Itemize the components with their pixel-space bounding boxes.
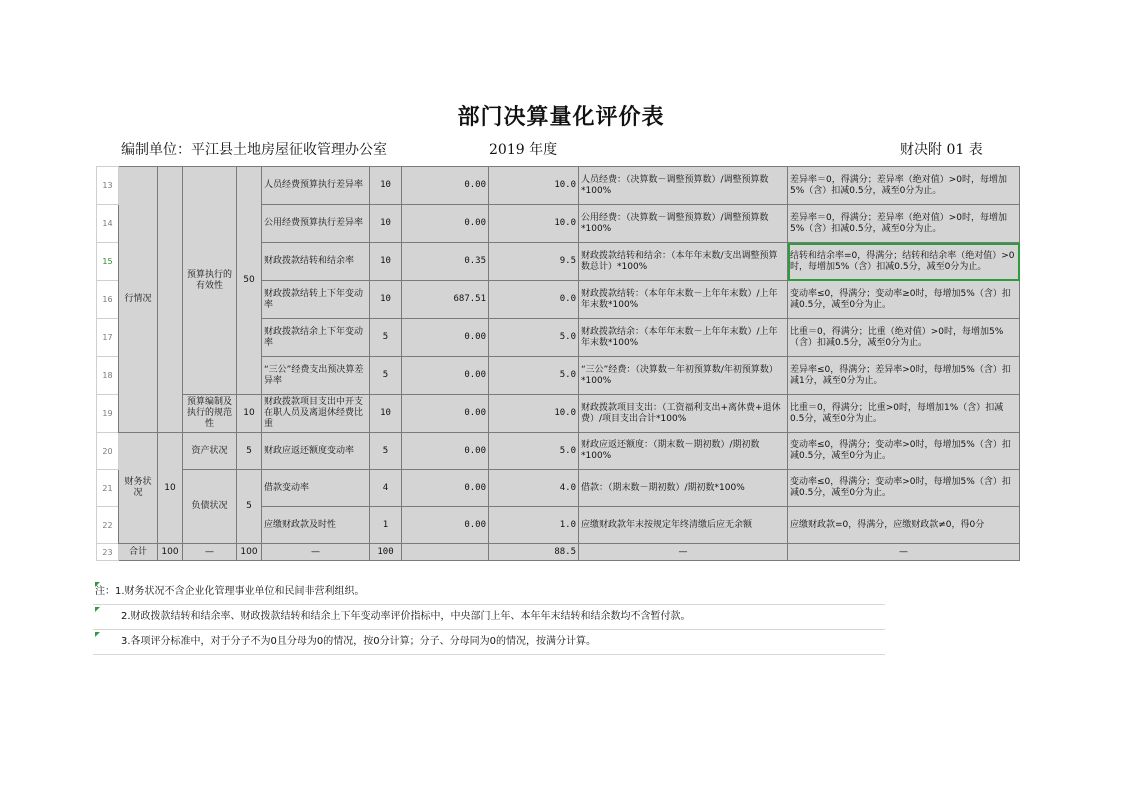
total-category-score[interactable]: 100 <box>158 544 183 561</box>
formula-cell[interactable]: 人员经费：（决算数－调整预算数）/调整预算数*100% <box>579 167 788 205</box>
formula-cell[interactable]: 财政拨款结转：（本年年末数－上年年末数）/上年年末数*100% <box>579 281 788 319</box>
rule-cell[interactable]: 变动率≤0，得满分；变动率>0时，每增加5%（含）扣减0.5分，减至0分为止。 <box>788 470 1020 507</box>
weight-cell[interactable]: 5 <box>370 357 402 395</box>
row-number[interactable]: 17 <box>97 319 119 357</box>
weight-cell[interactable]: 10 <box>370 205 402 243</box>
rule-cell[interactable]: 比重＝0，得满分；比重>0时，每增加1%（含）扣减0.5分，减至0分为止。 <box>788 395 1020 433</box>
formula-cell[interactable]: 借款：（期末数－期初数）/期初数*100% <box>579 470 788 507</box>
score-cell[interactable]: 10.0 <box>489 167 579 205</box>
value-cell[interactable]: 687.51 <box>402 281 489 319</box>
rule-cell[interactable]: 差异率≤0，得满分；差异率>0时，每增加5%（含）扣减1分，减至0分为止。 <box>788 357 1020 395</box>
group-debt-score[interactable]: 5 <box>237 470 262 544</box>
total-label[interactable]: 合计 <box>119 544 158 561</box>
row-number[interactable]: 20 <box>97 433 119 470</box>
weight-cell[interactable]: 10 <box>370 167 402 205</box>
score-cell[interactable]: 0.0 <box>489 281 579 319</box>
weight-cell[interactable]: 5 <box>370 319 402 357</box>
group-asset-status[interactable]: 资产状况 <box>183 433 237 470</box>
row-number[interactable]: 19 <box>97 395 119 433</box>
rule-cell[interactable]: 差异率＝0，得满分；差异率（绝对值）>0时，每增加5%（含）扣减0.5分，减至0分为止。 <box>788 167 1020 205</box>
formula-cell[interactable]: 公用经费：（决算数－调整预算数）/调整预算数*100% <box>579 205 788 243</box>
indicator-cell[interactable]: 公用经费预算执行差异率 <box>262 205 370 243</box>
score-cell[interactable]: 10.0 <box>489 205 579 243</box>
compiling-unit: 编制单位：平江县土地房屋征收管理办公室 <box>121 142 387 158</box>
value-cell[interactable]: 0.00 <box>402 395 489 433</box>
total-value[interactable] <box>402 544 489 561</box>
fiscal-year: 2019 年度 <box>489 142 558 158</box>
weight-cell[interactable]: 5 <box>370 433 402 470</box>
row-number[interactable]: 14 <box>97 205 119 243</box>
group-financial-status[interactable]: 财务状况 <box>119 433 158 544</box>
score-cell[interactable]: 10.0 <box>489 395 579 433</box>
row-number[interactable]: 15 <box>97 243 119 281</box>
formula-cell[interactable]: 财政拨款项目支出：（工资福利支出+离休费+退休费）/项目支出合计*100% <box>579 395 788 433</box>
weight-cell[interactable]: 10 <box>370 395 402 433</box>
rule-cell[interactable]: 变动率≤0，得满分；变动率≥0时，每增加5%（含）扣减0.5分，减至0分为止。 <box>788 281 1020 319</box>
formula-cell[interactable]: 财政应返还额度：（期末数－期初数）/期初数*100% <box>579 433 788 470</box>
notes-section <box>93 580 885 655</box>
total-score[interactable]: 88.5 <box>489 544 579 561</box>
table-row <box>97 167 1020 205</box>
group-budget-compliance[interactable]: 预算编制及执行的规范性 <box>183 395 237 433</box>
total-row <box>97 544 1020 561</box>
indicator-cell[interactable]: 借款变动率 <box>262 470 370 507</box>
total-weight[interactable]: 100 <box>370 544 402 561</box>
indicator-cell[interactable]: 财政拨款结转上下年变动率 <box>262 281 370 319</box>
rule-cell-selected[interactable]: 结转和结余率=0，得满分；结转和结余率（绝对值）>0时，每增加5%（含）扣减0.5分，减至0分为止。 <box>788 243 1020 281</box>
total-group-score[interactable]: 100 <box>237 544 262 561</box>
rule-cell[interactable]: 应缴财政款=0，得满分，应缴财政款≠0，得0分 <box>788 507 1020 544</box>
formula-cell[interactable]: 应缴财政款年末按规定年终清缴后应无余额 <box>579 507 788 544</box>
row-number[interactable]: 23 <box>97 544 119 561</box>
score-cell[interactable]: 5.0 <box>489 319 579 357</box>
value-cell[interactable]: 0.00 <box>402 470 489 507</box>
indicator-cell[interactable]: 人员经费预算执行差异率 <box>262 167 370 205</box>
group-asset-score[interactable]: 5 <box>237 433 262 470</box>
group-financial-score[interactable]: 10 <box>158 433 183 544</box>
score-cell[interactable]: 1.0 <box>489 507 579 544</box>
rule-cell[interactable]: 差异率＝0，得满分；差异率（绝对值）>0时，每增加5%（含）扣减0.5分，减至0分为止。 <box>788 205 1020 243</box>
table-row <box>97 470 1020 507</box>
indicator-cell[interactable]: 财政拨款项目支出中开支在职人员及离退休经费比重 <box>262 395 370 433</box>
row-number[interactable]: 13 <box>97 167 119 205</box>
row-number[interactable]: 18 <box>97 357 119 395</box>
score-cell[interactable]: 4.0 <box>489 470 579 507</box>
value-cell[interactable]: 0.00 <box>402 357 489 395</box>
indicator-cell[interactable]: 应缴财政款及时性 <box>262 507 370 544</box>
formula-cell[interactable]: “三公”经费：（决算数－年初预算数/年初预算数）*100% <box>579 357 788 395</box>
weight-cell[interactable]: 4 <box>370 470 402 507</box>
value-cell[interactable]: 0.00 <box>402 167 489 205</box>
group-compliance-score[interactable]: 10 <box>237 395 262 433</box>
group-debt-status[interactable]: 负债状况 <box>183 470 237 544</box>
formula-cell[interactable]: 财政拨款结余：（本年年末数－上年年末数）/上年年末数*100% <box>579 319 788 357</box>
formula-cell[interactable]: 财政拨款结转和结余：（本年年末数/支出调整预算数总计）*100% <box>579 243 788 281</box>
form-number: 财决附 01 表 <box>900 142 983 158</box>
value-cell[interactable]: 0.35 <box>402 243 489 281</box>
value-cell[interactable]: 0.00 <box>402 319 489 357</box>
score-cell[interactable]: 9.5 <box>489 243 579 281</box>
indicator-cell[interactable]: 财政拨款结转和结余率 <box>262 243 370 281</box>
row-number[interactable]: 21 <box>97 470 119 507</box>
total-dash[interactable]: — <box>579 544 788 561</box>
value-cell[interactable]: 0.00 <box>402 507 489 544</box>
category-score-cell[interactable] <box>158 167 183 433</box>
indicator-cell[interactable]: 财政拨款结余上下年变动率 <box>262 319 370 357</box>
weight-cell[interactable]: 10 <box>370 281 402 319</box>
table-row <box>97 395 1020 433</box>
group-budget-score[interactable]: 50 <box>237 167 262 395</box>
value-cell[interactable]: 0.00 <box>402 205 489 243</box>
score-cell[interactable]: 5.0 <box>489 357 579 395</box>
indicator-cell[interactable]: “三公”经费支出预决算差异率 <box>262 357 370 395</box>
category-cell[interactable]: 行情况 <box>119 167 158 433</box>
rule-cell[interactable]: 比重＝0，得满分；比重（绝对值）>0时，每增加5%（含）扣减0.5分，减至0分为止。 <box>788 319 1020 357</box>
note-2[interactable]: 2.财政拨款结转和结余率、财政拨款结转和结余上下年变动率评价指标中，中央部门上年、本年年末结转和结余数均不含暂付款。 <box>93 605 885 630</box>
total-dash[interactable]: — <box>788 544 1020 561</box>
page-title: 部门决算量化评价表 <box>457 104 665 130</box>
table-row <box>97 433 1020 470</box>
row-number[interactable]: 22 <box>97 507 119 544</box>
note-1[interactable]: 注：1.财务状况不含企业化管理事业单位和民间非营利组织。 <box>93 580 885 605</box>
evaluation-table <box>96 166 1020 561</box>
weight-cell[interactable]: 1 <box>370 507 402 544</box>
value-cell[interactable]: 0.00 <box>402 433 489 470</box>
row-number[interactable]: 16 <box>97 281 119 319</box>
weight-cell[interactable]: 10 <box>370 243 402 281</box>
score-cell[interactable]: 5.0 <box>489 433 579 470</box>
total-dash[interactable]: — <box>262 544 370 561</box>
note-3[interactable]: 3.各项评分标准中，对于分子不为0且分母为0的情况，按0分计算；分子、分母同为0的情况，按满分计算。 <box>93 630 885 655</box>
rule-cell[interactable]: 变动率≤0，得满分；变动率>0时，每增加5%（含）扣减0.5分，减至0分为止。 <box>788 433 1020 470</box>
indicator-cell[interactable]: 财政应返还额度变动率 <box>262 433 370 470</box>
total-dash[interactable]: — <box>183 544 237 561</box>
group-budget-execution[interactable]: 预算执行的有效性 <box>183 167 237 395</box>
